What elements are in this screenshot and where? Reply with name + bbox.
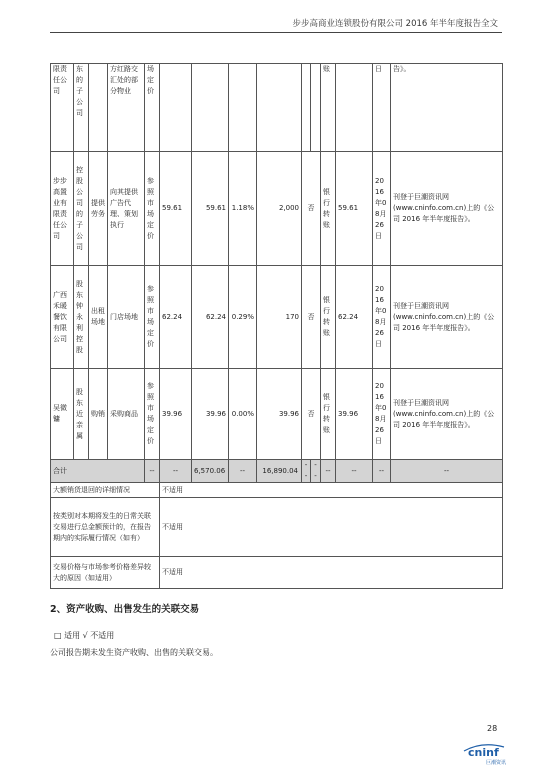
- cell-amount: 59.61: [192, 152, 229, 266]
- cell-type: 提供劳务: [89, 152, 108, 266]
- total-amount: 6,570.06: [192, 460, 229, 483]
- total-row: [51, 460, 503, 483]
- total-dash: --: [302, 460, 311, 483]
- cell-pricing: 参照市场定价: [145, 369, 160, 460]
- svg-text:巨潮资讯: 巨潮资讯: [486, 760, 507, 765]
- total-dash: --: [229, 460, 257, 483]
- page-number: 28: [487, 724, 498, 733]
- cell-market-price: 59.61: [336, 152, 373, 266]
- cell-limit: 2,000: [257, 152, 302, 266]
- section-description: 公司报告期未发生资产收购、出售的关联交易。: [50, 648, 218, 657]
- note-value: 不适用: [160, 498, 503, 557]
- cell-settlement: 银行转账: [321, 266, 336, 369]
- cell-limit: 39.96: [257, 369, 302, 460]
- cell-price: 39.96: [160, 369, 192, 460]
- cell-relation: 股东近亲属: [74, 369, 89, 460]
- note-row: [51, 483, 503, 498]
- cell-relation: 股东钟永利控股: [74, 266, 89, 369]
- section-title: 2、资产收购、出售发生的关联交易: [50, 604, 200, 615]
- cell-ratio: 0.29%: [229, 266, 257, 369]
- report-header-title: 步步高商业连锁股份有限公司 2016 年半年度报告全文: [292, 19, 498, 29]
- cninfo-logo-icon: [462, 739, 522, 765]
- total-dash: --: [160, 460, 192, 483]
- total-dash: --: [145, 460, 160, 483]
- cell-index: 刊登于巨潮资讯网(www.cninfo.com.cn)上的《公司 2016 年半年度报告》。: [391, 369, 503, 460]
- cell-amount: 62.24: [192, 266, 229, 369]
- total-dash: --: [391, 460, 503, 483]
- total-dash: --: [336, 460, 373, 483]
- table-row: [51, 266, 503, 369]
- cell-amount: 39.96: [192, 369, 229, 460]
- cell-pricing: 参照市场定价: [145, 266, 160, 369]
- cell-type: [89, 64, 108, 152]
- cell-settlement: 账: [321, 64, 336, 152]
- related-transactions-table: [50, 63, 503, 589]
- svg-text:cninf: cninf: [468, 746, 499, 759]
- cell-limit: 170: [257, 266, 302, 369]
- cell-date: 日: [373, 64, 391, 152]
- total-dash: --: [311, 460, 321, 483]
- cell-exceed: 否: [302, 266, 321, 369]
- note-label: 交易价格与市场参考价格差异较大的原因（如适用）: [51, 557, 160, 589]
- header-rule: [50, 32, 502, 33]
- cell-content: 方红路交汇处的部分物业: [108, 64, 145, 152]
- cell-name: 广西禾暖餐饮有限公司: [51, 266, 74, 369]
- cell-date: 2016年08月26日: [373, 266, 391, 369]
- cell-pricing: 场定价: [145, 64, 160, 152]
- cell-settlement: 银行转账: [321, 152, 336, 266]
- note-value: 不适用: [160, 483, 503, 498]
- cell-date: 2016年08月26日: [373, 152, 391, 266]
- cell-content: 向其提供广告代理、策划执行: [108, 152, 145, 266]
- cell-index: 刊登于巨潮资讯网(www.cninfo.com.cn)上的《公司 2016 年半年度报告》。: [391, 266, 503, 369]
- total-dash: --: [321, 460, 336, 483]
- cell-settlement: 银行转账: [321, 369, 336, 460]
- cell-price: 62.24: [160, 266, 192, 369]
- note-value: 不适用: [160, 557, 503, 589]
- cell-exceed: 否: [302, 369, 321, 460]
- table-row: [51, 369, 503, 460]
- cell-index: 刊登于巨潮资讯网(www.cninfo.com.cn)上的《公司 2016 年半年度报告》。: [391, 152, 503, 266]
- cell-type: 购销: [89, 369, 108, 460]
- cell-ratio: 1.18%: [229, 152, 257, 266]
- cell-content: 采购商品: [108, 369, 145, 460]
- cell-exceed: 否: [302, 152, 321, 266]
- note-row: [51, 498, 503, 557]
- table-row: [51, 64, 503, 152]
- cell-type: 出租场地: [89, 266, 108, 369]
- total-label: 合计: [51, 460, 145, 483]
- total-limit: 16,890.04: [257, 460, 302, 483]
- total-dash: --: [373, 460, 391, 483]
- cell-name: 限责任公司: [51, 64, 74, 152]
- note-label: 按类别对本期将发生的日常关联交易进行总金额预计的，在报告期内的实际履行情况（如有）: [51, 498, 160, 557]
- note-row: [51, 557, 503, 589]
- applicability-checkbox-line: □ 适用 √ 不适用: [54, 631, 115, 640]
- cell-pricing: 参照市场定价: [145, 152, 160, 266]
- cell-relation: 东的子公司: [74, 64, 89, 152]
- cell-index: 告》。: [391, 64, 503, 152]
- cell-content: 门店场地: [108, 266, 145, 369]
- cell-ratio: 0.00%: [229, 369, 257, 460]
- cell-name: 吴微镛: [51, 369, 74, 460]
- cell-price: 59.61: [160, 152, 192, 266]
- cell-market-price: 39.96: [336, 369, 373, 460]
- cell-date: 2016年08月26日: [373, 369, 391, 460]
- cell-relation: 控股公司的子公司: [74, 152, 89, 266]
- cell-name: 步步高置业有限责任公司: [51, 152, 74, 266]
- cell-market-price: 62.24: [336, 266, 373, 369]
- note-label: 大额销货退回的详细情况: [51, 483, 160, 498]
- table-row: [51, 152, 503, 266]
